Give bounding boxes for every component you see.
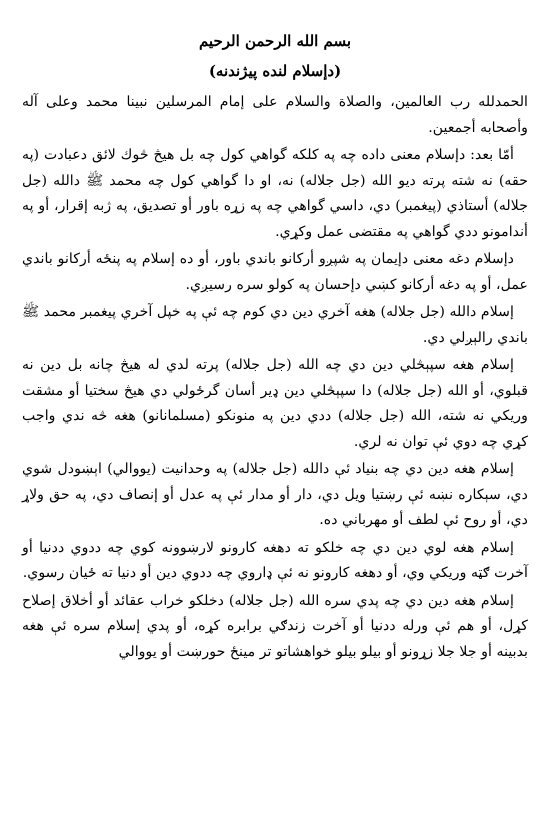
paragraph: إسلام دالله (جل جلاله) هغه آخري دين دي كوم چه ئې په خپل آخري پيغمبر محمد ﷺ باندي رالېږلي دي.: [22, 304, 528, 346]
document-title: (دإسلام لنده پيژندنه): [208, 62, 342, 80]
basmala-heading: بسم الله الرحمن الرحيم: [198, 32, 352, 50]
paragraph: دإسلام دغه معنى دإيمان په شپږو أركانو باندي باور، أو ده إسلام په پنځه أركانو باندي عمل، أو په دغه أركانو كښي دإحسان په كولو سره رسيږي.: [22, 251, 528, 293]
paragraph: إسلام هغه لوي دين دي چه خلكو ته دهغه كارونو لارښوونه كوي چه ددوي ددنيا أو آخرت ګټه وريكي وي، أو دهغه كارونو نه ئې ډاروي چه ددوي دين أو دنيا ته ځيان رسوي.: [22, 539, 528, 581]
paragraph: أمّا بعد: دإسلام معنى داده چه په كلكه گواهي كول چه بل هيڅ څوك لائق دعبادت (په حقه) نه شته پرته ديو الله (جل جلاله) نه، او دا گواهي كول چه محمد ﷺ دالله (جل جلاله) أستاذي (پيغمبر) دي، داسي گواهي چه په زړه باور أو تصديق، په ژبه إقرار، أو په أندامونو ددي گواهي په مقتضى عمل وكړي.: [22, 147, 528, 240]
paragraph: إسلام هغه دين دي چه پدي سره الله (جل جلاله) دخلكو خراب عقائد أو أخلاق إصلاح كړل، أو هم ئې ورله ددنيا أو آخرت زندګي برابره كړه، أو پدي إسلام سره ئې هغه بدبينه أو جلا جلا زړونو أو بيلو بيلو خواهشاتو تر مينځ حورښت أو يووالي: [22, 592, 528, 660]
paragraph: الحمدلله رب العالمين، والصلاة والسلام على إمام المرسلين نبينا محمد وعلى آله وأصحابه أجمعين.: [22, 94, 528, 136]
paragraph: إسلام هغه دين دي چه بنياد ئې دالله (جل جلاله) په وحدانيت (يووالي) اېښودل شوي دي، سېكاره نښه ئې رښتيا ويل دي، دار أو مدار ئې په عدل أو إنصاف دي، په حق ولاړ دي، أو روح ئې لطف أو مهرباني ده.: [22, 461, 528, 528]
paragraph: إسلام هغه سپېڅلي دين دي چه الله (جل جلاله) پرته لدي له هيڅ چانه بل دين نه قبلوي، أو الله (جل جلاله) دا سپېڅلي دين ډير أسان گرځولي دي هيڅ سختيا أو مشقت وريكي نه شته، الله (جل جلاله) ددي دين په منونكو (مسلمانانو) هغه څه ندي واجب كړي چه دوي ئې توان نه لري.: [22, 357, 528, 450]
